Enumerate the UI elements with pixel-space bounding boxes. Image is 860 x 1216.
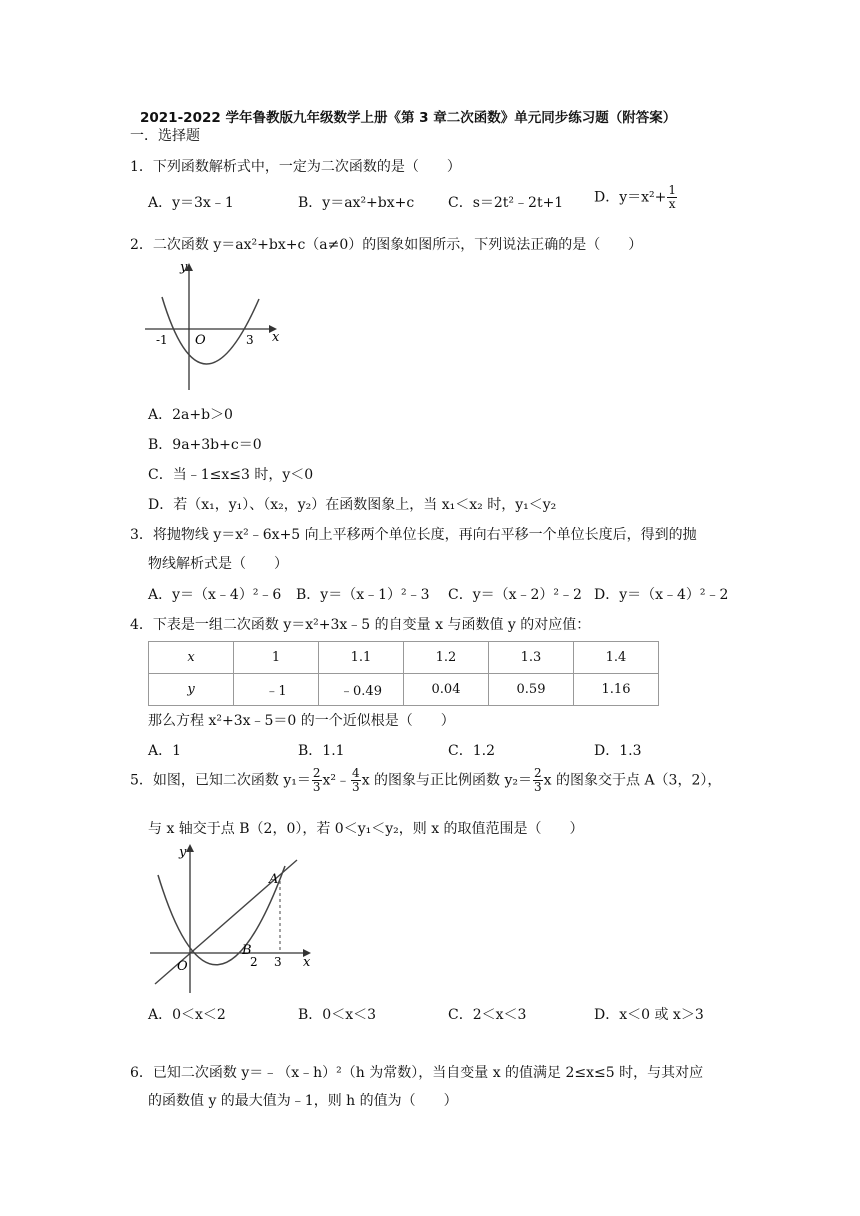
table-cell: 1.3 [489, 642, 574, 674]
q1-option-a[interactable]: A．y＝3x﹣1 [148, 195, 234, 211]
q5-option-d[interactable]: D．x＜0 或 x＞3 [594, 1007, 704, 1023]
q3-option-c[interactable]: C．y＝（x﹣2）²﹣2 [448, 587, 582, 603]
q1-stem: 1．下列函数解析式中，一定为二次函数的是（ ） [130, 159, 461, 175]
table-cell: 0.59 [489, 674, 574, 706]
q3-option-a[interactable]: A．y＝（x﹣4）²﹣6 [148, 587, 282, 603]
q4-option-c[interactable]: C．1.2 [448, 743, 495, 759]
q3-option-d[interactable]: D．y＝（x﹣4）²﹣2 [594, 587, 729, 603]
q2-stem: 2．二次函数 y＝ax²+bx+c（a≠0）的图象如图所示，下列说法正确的是（ ） [130, 237, 643, 253]
q5-stem-part: x 的图象交于点 A（3，2）， [543, 772, 722, 789]
q4-follow-text: 那么方程 x²+3x﹣5＝0 的一个近似根是（ ） [148, 713, 455, 729]
table-cell: 1.4 [574, 642, 659, 674]
table-cell: 0.04 [404, 674, 489, 706]
table-cell: 1.1 [319, 642, 404, 674]
q5-label-a: A [269, 872, 279, 887]
q6-stem-line2: 的函数值 y 的最大值为﹣1，则 h 的值为（ ） [148, 1093, 458, 1109]
q5-fraction-2: $\frac{4}{3}$ [352, 766, 360, 794]
q5-option-b[interactable]: B．0＜x＜3 [298, 1007, 376, 1023]
q5-fraction-1: $\frac{2}{3}$ [312, 766, 321, 794]
q3-option-b[interactable]: B．y＝（x﹣1）²﹣3 [296, 587, 430, 603]
q4-stem: 4．下表是一组二次函数 y＝x²+3x﹣5 的自变量 x 与函数值 y 的对应值： [130, 617, 591, 633]
q1-option-d[interactable] [594, 184, 678, 211]
q3-stem-line2: 物线解析式是（ ） [148, 556, 288, 572]
q1-option-d-text: D．y＝x²+ [594, 189, 667, 206]
q5-parabola-y1 [158, 866, 285, 965]
q5-stem-part: x 的图象与正比例函数 y₂＝ [361, 772, 533, 789]
q2-option-a[interactable]: A．2a+b＞0 [148, 407, 233, 423]
q5-label-b: B [242, 943, 252, 958]
q2-parabola [162, 297, 259, 364]
q5-label-three: 3 [274, 955, 282, 969]
q6-stem-line1: 6．已知二次函数 y＝﹣（x﹣h）²（h 为常数），当自变量 x 的值满足 2≤x≤5 时，与其对应 [130, 1065, 704, 1081]
q4-option-d[interactable]: D．1.3 [594, 743, 642, 759]
q5-fraction-3: $\frac{2}{3}$ [534, 766, 542, 794]
q5-stem-line2: 与 x 轴交于点 B（2，0），若 0＜y₁＜y₂，则 x 的取值范围是（ ） [148, 821, 584, 837]
q2-label-three: 3 [246, 333, 254, 347]
q1-option-d-fraction: $\frac{1}{x}$ [668, 183, 677, 211]
table-cell: x [149, 642, 234, 674]
table-row [149, 642, 659, 674]
q1-option-b[interactable]: B．y＝ax²+bx+c [298, 195, 415, 211]
q5-label-y: y [179, 845, 187, 860]
q5-stem-part: x²﹣ [322, 772, 351, 789]
q5-option-c[interactable]: C．2＜x＜3 [448, 1007, 527, 1023]
q3-stem-line1: 3．将抛物线 y＝x²﹣6x+5 向上平移两个单位长度，再向右平移一个单位长度后，得到的抛 [130, 527, 697, 543]
table-cell: 1.16 [574, 674, 659, 706]
table-cell: ﹣0.49 [319, 674, 404, 706]
q4-value-table [148, 641, 659, 706]
q5-y-arrow [186, 844, 194, 852]
q5-label-x: x [303, 955, 311, 970]
document-title: 2021-2022 学年鲁教版九年级数学上册《第 3 章二次函数》单元同步练习题（附答案） [140, 110, 677, 126]
q2-label-minus-one: -1 [156, 333, 168, 347]
section-heading: 一．选择题 [130, 128, 200, 144]
q5-label-two: 2 [250, 955, 258, 969]
q5-option-a[interactable]: A．0＜x＜2 [148, 1007, 226, 1023]
table-cell: 1.2 [404, 642, 489, 674]
table-cell: 1 [234, 642, 319, 674]
q5-label-origin: O [177, 959, 188, 974]
q2-option-b[interactable]: B．9a+3b+c＝0 [148, 437, 262, 453]
q5-function-graph [145, 838, 320, 1000]
table-cell: y [149, 674, 234, 706]
table-cell: ﹣1 [234, 674, 319, 706]
q1-option-c[interactable]: C．s＝2t²﹣2t+1 [448, 195, 564, 211]
table-row [149, 674, 659, 706]
q4-option-b[interactable]: B．1.1 [298, 743, 345, 759]
q2-label-origin: O [195, 333, 206, 348]
q2-parabola-graph [145, 255, 285, 395]
q2-option-d[interactable]: D．若（x₁，y₁）、（x₂，y₂）在函数图象上，当 x₁＜x₂ 时，y₁＜y₂ [148, 497, 557, 513]
q5-stem-line1 [130, 767, 721, 794]
q2-label-y: y [180, 260, 188, 275]
q2-option-c[interactable]: C．当﹣1≤x≤3 时，y＜0 [148, 467, 314, 483]
q5-stem-part: 5．如图，已知二次函数 y₁＝ [130, 772, 311, 789]
q2-label-x: x [272, 330, 280, 345]
q4-option-a[interactable]: A．1 [148, 743, 182, 759]
